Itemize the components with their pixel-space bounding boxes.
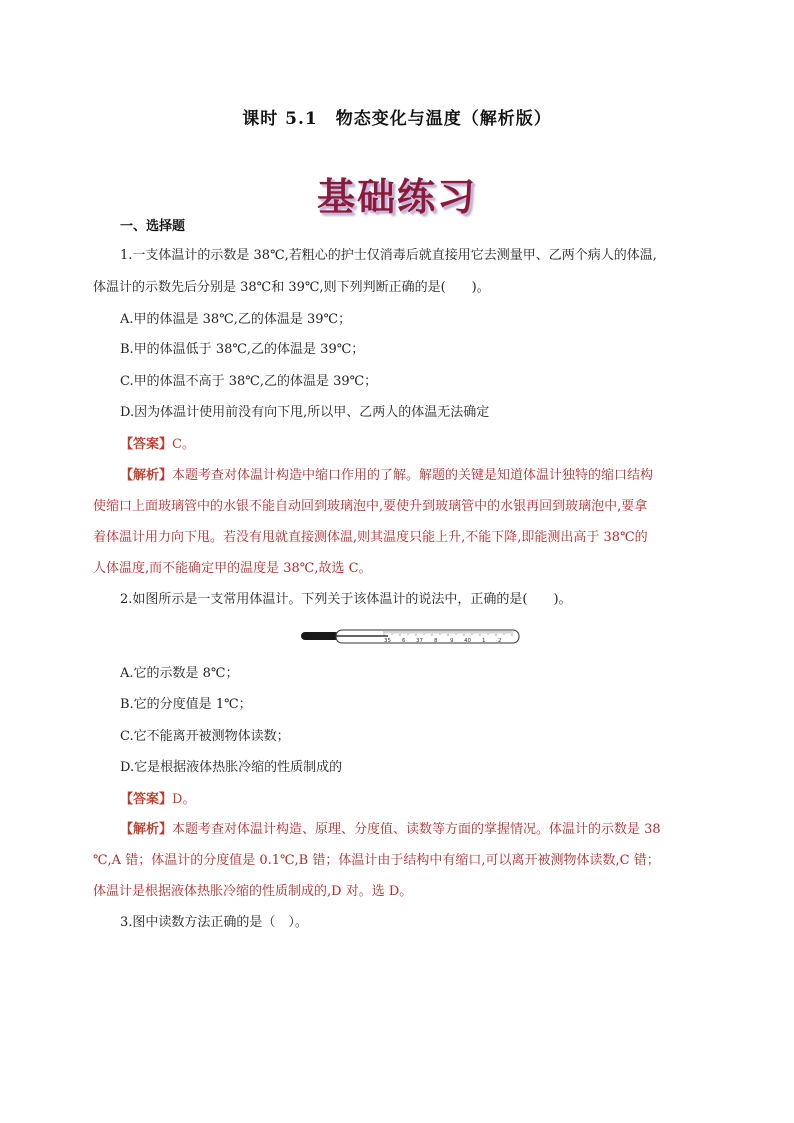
answer-label: 【答案】 bbox=[120, 792, 173, 807]
q2-answer bbox=[120, 790, 740, 810]
q1-analysis-line3: 着体温计用力向下甩。若没有甩就直接测体温,则其温度只能上升,不能下降,即能测出高于 38℃的 bbox=[93, 530, 648, 545]
answer-label: 【答案】 bbox=[120, 437, 173, 452]
scale-label-38: 8 bbox=[434, 638, 438, 644]
thermometer-bulb bbox=[301, 632, 339, 640]
answer-value: C。 bbox=[172, 437, 195, 452]
q2-option-b: B.它的分度值是 1℃； bbox=[120, 697, 252, 712]
scale-label-40: 40 bbox=[464, 638, 471, 644]
q1-stem-line1: 1.一支体温计的示数是 38℃,若粗心的护士仅消毒后就直接用它去测量甲、乙两个病人的体温, bbox=[120, 248, 657, 263]
scale-label-41: 1 bbox=[482, 638, 486, 644]
q1-answer bbox=[120, 435, 740, 455]
scale-label-39: 9 bbox=[450, 638, 454, 644]
q1-analysis-line2: 使缩口上面玻璃管中的水银不能自动回到玻璃泡中,要使升到玻璃管中的水银再回到玻璃泡中,要拿 bbox=[93, 499, 648, 514]
scale-label-36: 6 bbox=[402, 638, 406, 644]
analysis-label: 【解析】 bbox=[120, 468, 173, 483]
q2-analysis-line1 bbox=[120, 820, 740, 840]
section-heading: 一、选择题 bbox=[120, 219, 186, 234]
q1-option-b: B.甲的体温低于 38℃,乙的体温是 39℃； bbox=[120, 342, 365, 357]
answer-value: D。 bbox=[172, 792, 196, 807]
q2-option-c: C.它不能离开被测物体读数； bbox=[120, 729, 290, 744]
q2-stem: 2.如图所示是一支常用体温计。下列关于该体温计的说法中，正确的是( )。 bbox=[120, 592, 572, 607]
analysis-text: 本题考查对体温计构造中缩口作用的了解。解题的关键是知道体温计独特的缩口结构 bbox=[172, 468, 654, 483]
q1-option-a: A.甲的体温是 38℃,乙的体温是 39℃； bbox=[120, 312, 352, 327]
section-banner: 基础练习 bbox=[316, 175, 477, 219]
q1-option-d: D.因为体温计使用前没有向下甩,所以甲、乙两人的体温无法确定 bbox=[120, 405, 490, 420]
q1-analysis-line4: 人体温度,而不能确定甲的温度是 38℃,故选 C。 bbox=[93, 561, 372, 576]
q1-stem-line2: 体温计的示数先后分别是 38℃和 39℃,则下列判断正确的是( )。 bbox=[93, 280, 490, 295]
scale-label-42: 2 bbox=[498, 638, 502, 644]
page-title: 课时 5.1 物态变化与温度（解析版） bbox=[242, 109, 552, 129]
scale-label-37: 37 bbox=[416, 638, 423, 644]
scale-label-35: 35 bbox=[384, 638, 391, 644]
q1-analysis-line1 bbox=[120, 466, 740, 486]
q1-option-c: C.甲的体温不高于 38℃,乙的体温是 39℃； bbox=[120, 374, 378, 389]
analysis-text: 本题考查对体温计构造、原理、分度值、读数等方面的掌握情况。体温计的示数是 38 bbox=[172, 822, 661, 837]
q2-analysis-line3: 体温计是根据液体热胀冷缩的性质制成的,D 对。选 D。 bbox=[93, 884, 413, 899]
q2-option-d: D.它是根据液体热胀冷缩的性质制成的 bbox=[120, 760, 343, 775]
q3-stem: 3.图中读数方法正确的是（ ）。 bbox=[120, 915, 308, 930]
q2-option-a: A.它的示数是 8℃； bbox=[120, 666, 239, 681]
thermometer-figure bbox=[300, 627, 522, 647]
q2-analysis-line2: ℃,A 错；体温计的分度值是 0.1℃,B 错；体温计由于结构中有缩口,可以离开被测物体读数,C 错； bbox=[93, 853, 660, 868]
analysis-label: 【解析】 bbox=[120, 822, 173, 837]
